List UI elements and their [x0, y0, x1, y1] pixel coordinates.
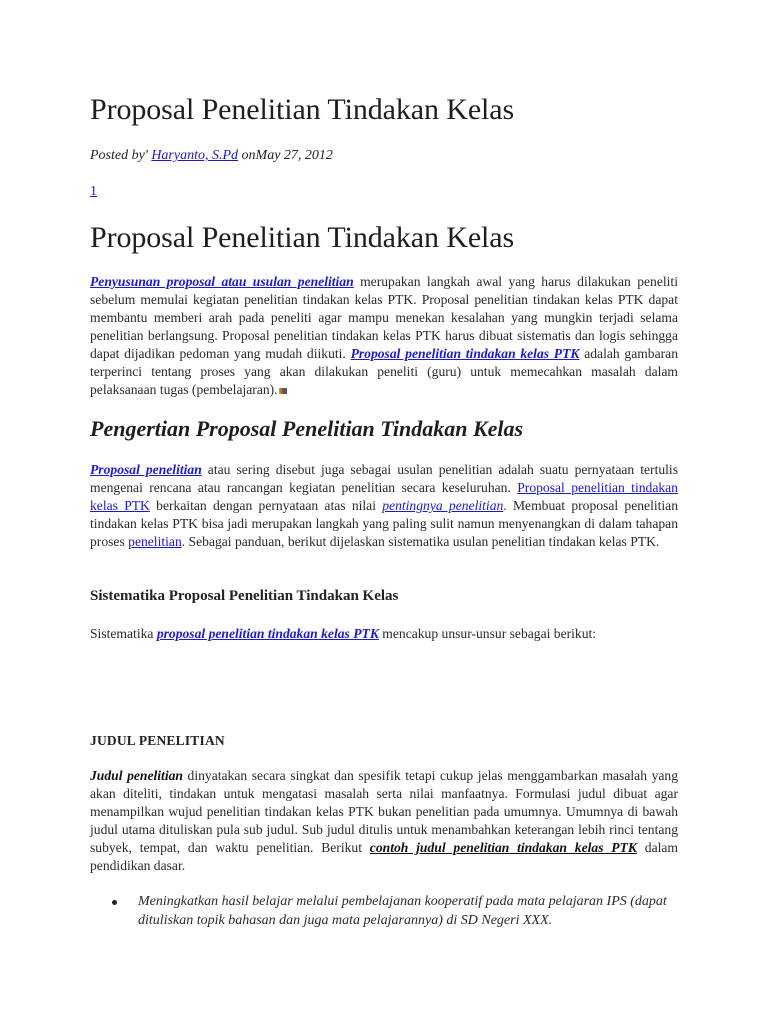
pengertian-text-1: atau sering disebut juga sebagai usulan penelitian adalah suatu pernyataan tertulis mengenai rencana atau rancangan kegiatan penelitian secara keseluruhan.: [90, 462, 678, 495]
pengertian-paragraph: [90, 461, 678, 551]
section-heading-pengertian: Pengertian Proposal Penelitian Tindakan Kelas: [90, 416, 524, 441]
pengertian-text-4: . Sebagai panduan, berikut dijelaskan sistematika usulan penelitian tindakan kelas PTK.: [181, 534, 660, 549]
list-item-text: Meningkatkan hasil belajar melalui pembelajanan kooperatif pada mata pelajaran IPS (dapat dituliskan topik bahasan dan juga mata pelajarannya) di SD Negeri XXX.: [138, 894, 667, 928]
byline-mid: on: [238, 148, 256, 163]
intro-link-proposal-ptk[interactable]: Proposal penelitian tindakan kelas PTK: [350, 346, 580, 361]
section-heading-judul: JUDUL PENELITIAN: [90, 733, 225, 748]
inline-image-icon: [279, 388, 287, 394]
author-link[interactable]: Haryanto, S.Pd: [151, 148, 239, 163]
intro-paragraph: [90, 273, 678, 399]
link-proposal-penelitian-ptk[interactable]: proposal penelitian tindakan kelas PTK: [156, 626, 379, 641]
link-penelitian[interactable]: penelitian: [128, 534, 182, 549]
page-number: [90, 184, 97, 200]
intro-text-2: adalah gambaran terperinci tentang proses yang akan dilakukan peneliti (guru) untuk memecahkan masalah dalam pelaksanaan tugas (pembelajaran).: [90, 346, 678, 397]
pengertian-text-2: berkaitan dengan pernyataan atas nilai: [149, 498, 383, 513]
byline-prefix: Posted by': [90, 148, 152, 163]
page-title: Proposal Penelitian Tindakan Kelas: [90, 93, 515, 126]
byline: [90, 148, 333, 164]
sistematika-paragraph: [90, 625, 678, 643]
judul-paragraph: [90, 767, 678, 875]
page-number-link[interactable]: 1: [90, 184, 97, 199]
intro-text-1: merupakan langkah awal yang harus dilakukan peneliti sebelum memulai kegiatan penelitian tindakan kelas PTK. Proposal penelitian tindakan kelas PTK dapat membantu memberi arah pada peneliti agar mampu menekan kesalahan yang mungkin terjadi selama penelitian berlangsung. Proposal penelitian tindakan kelas PTK harus dibuat sistematis dan logis sehingga dapat dijadikan pedoman yang mudah diikuti.: [90, 274, 678, 361]
link-proposal-ptk[interactable]: Proposal penelitian tindakan kelas PTK: [90, 480, 678, 513]
intro-link-penyusunan[interactable]: Penyusunan proposal atau usulan penelitian: [90, 274, 354, 289]
pengertian-text-3: . Membuat proposal penelitian tindakan kelas PTK bisa jadi merupakan langkah yang paling sulit namun menyenangkan di dalam tahapan proses: [90, 498, 679, 549]
link-proposal-penelitian[interactable]: Proposal penelitian: [90, 462, 202, 477]
sistematika-text-1: Sistematika: [90, 626, 157, 641]
link-pentingnya-penelitian[interactable]: pentingnya penelitian: [382, 498, 504, 513]
judul-text-2: dalam pendidikan dasar.: [90, 840, 678, 873]
section-heading-sistematika: Sistematika Proposal Penelitian Tindakan Kelas: [90, 588, 399, 604]
article-heading: Proposal Penelitian Tindakan Kelas: [90, 221, 515, 254]
judul-term: Judul penelitian: [90, 768, 183, 783]
example-title-list: [90, 892, 678, 930]
judul-text-1: dinyatakan secara singkat dan spesifik tetapi cukup jelas menggambarkan masalah yang akan diteliti, tindakan untuk mengatasi masalah serta nilai manfaatnya. Formulasi judul dibuat agar menampilkan wujud penelitian tindakan kelas PTK bukan penelitian pada umumnya. Umumnya di bawah judul utama dituliskan pula sub judul. Sub judul ditulis untuk menambahkan keterangan lebih rinci tentang subyek, tempat, dan waktu penelitian. Berikut: [90, 768, 678, 855]
sistematika-text-2: mencakup unsur-unsur sebagai berikut:: [378, 626, 597, 641]
link-contoh-judul[interactable]: contoh judul penelitian tindakan kelas PTK: [369, 840, 637, 855]
post-date: May 27, 2012: [255, 148, 333, 163]
list-item: [90, 892, 678, 930]
bullet-icon: [112, 900, 117, 905]
